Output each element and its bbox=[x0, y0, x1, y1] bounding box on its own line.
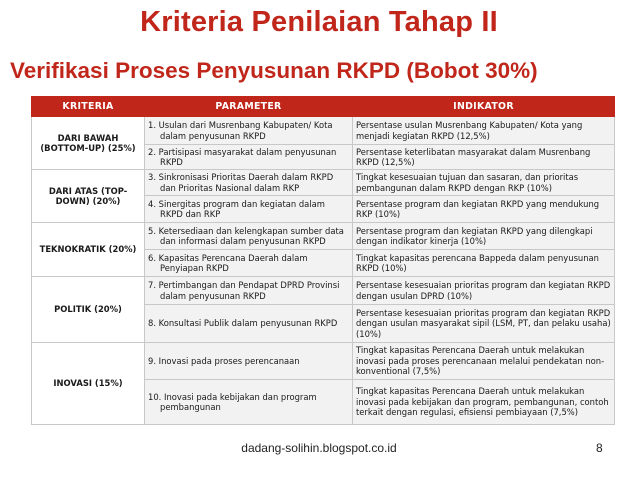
indikator-cell: Tingkat kesesuaian tujuan dan sasaran, dan prioritas pembangunan dalam RKPD dengan RKP (10%) bbox=[353, 170, 615, 196]
parameter-cell bbox=[145, 145, 353, 170]
parameter-text: 5. Ketersediaan dan kelengkapan sumber data dan informasi dalam penyusunan RKPD bbox=[148, 225, 344, 246]
criteria-table bbox=[31, 96, 615, 425]
parameter-text: 6. Kapasitas Perencana Daerah dalam Penyiapan RKPD bbox=[148, 252, 308, 273]
parameter-cell bbox=[145, 277, 353, 305]
parameter-cell bbox=[145, 343, 353, 380]
slide-title: Kriteria Penilaian Tahap II bbox=[140, 6, 498, 38]
header-indikator: INDIKATOR bbox=[353, 97, 615, 117]
indikator-cell: Persentase keterlibatan masyarakat dalam Musrenbang RKPD (12,5%) bbox=[353, 145, 615, 170]
parameter-cell bbox=[145, 223, 353, 250]
indikator-cell: Persentase usulan Musrenbang Kabupaten/ Kota yang menjadi kegiatan RKPD (12,5%) bbox=[353, 117, 615, 145]
table-row bbox=[32, 117, 615, 145]
table-row bbox=[32, 223, 615, 250]
parameter-cell bbox=[145, 170, 353, 196]
parameter-text: 2. Partisipasi masyarakat dalam penyusunan RKPD bbox=[148, 146, 337, 167]
parameter-text: 1. Usulan dari Musrenbang Kabupaten/ Kota dalam penyusunan RKPD bbox=[148, 120, 333, 141]
indikator-cell: Persentase program dan kegiatan RKPD yang dilengkapi dengan indikator kinerja (10%) bbox=[353, 223, 615, 250]
parameter-cell bbox=[145, 380, 353, 425]
parameter-text: 9. Inovasi pada proses perencanaan bbox=[148, 355, 300, 366]
indikator-cell: Tingkat kapasitas Perencana Daerah untuk melakukan inovasi pada proses perencanaan melalui pendekatan non-konventional (7,5%) bbox=[353, 343, 615, 380]
table-row bbox=[32, 170, 615, 196]
kriteria-cell: TEKNOKRATIK (20%) bbox=[32, 223, 145, 277]
header-parameter: PARAMETER bbox=[145, 97, 353, 117]
indikator-cell: Persentase kesesuaian prioritas program dan kegiatan RKPD dengan usulan DPRD (10%) bbox=[353, 277, 615, 305]
parameter-text: 3. Sinkronisasi Prioritas Daerah dalam RKPD dan Prioritas Nasional dalam RKP bbox=[148, 172, 334, 193]
page-number: 8 bbox=[596, 441, 603, 455]
parameter-text: 7. Pertimbangan dan Pendapat DPRD Provinsi dalam penyusunan RKPD bbox=[148, 280, 340, 301]
parameter-text: 4. Sinergitas program dan kegiatan dalam RKPD dan RKP bbox=[148, 198, 325, 219]
indikator-cell: Tingkat kapasitas Perencana Daerah untuk melakukan inovasi pada kebijakan dan program, pembangunan, contoh terkait dengan regulasi, efisiensi pembiayaan (7,5%) bbox=[353, 380, 615, 425]
footer-url: dadang-solihin.blogspot.co.id bbox=[241, 441, 397, 455]
table-row bbox=[32, 343, 615, 380]
kriteria-cell: POLITIK (20%) bbox=[32, 277, 145, 343]
kriteria-cell: DARI BAWAH (BOTTOM-UP) (25%) bbox=[32, 117, 145, 170]
table-header-row bbox=[32, 97, 615, 117]
slide-subtitle: Verifikasi Proses Penyusunan RKPD (Bobot 30%) bbox=[10, 58, 538, 83]
indikator-cell: Tingkat kapasitas perencana Bappeda dalam penyusunan RKPD (10%) bbox=[353, 250, 615, 277]
parameter-cell bbox=[145, 117, 353, 145]
indikator-cell: Persentase program dan kegiatan RKPD yang mendukung RKP (10%) bbox=[353, 196, 615, 223]
parameter-text: 8. Konsultasi Publik dalam penyusunan RKPD bbox=[148, 318, 338, 329]
parameter-cell bbox=[145, 305, 353, 343]
table-row bbox=[32, 277, 615, 305]
parameter-cell bbox=[145, 196, 353, 223]
kriteria-cell: INOVASI (15%) bbox=[32, 343, 145, 425]
header-kriteria: KRITERIA bbox=[32, 97, 145, 117]
indikator-cell: Persentase kesesuaian prioritas program dan kegiatan RKPD dengan usulan masyarakat sipil (LSM, PT, dan pelaku usaha) (10%) bbox=[353, 305, 615, 343]
kriteria-cell: DARI ATAS (TOP-DOWN) (20%) bbox=[32, 170, 145, 223]
parameter-cell bbox=[145, 250, 353, 277]
parameter-text: 10. Inovasi pada kebijakan dan program pembangunan bbox=[148, 391, 317, 412]
